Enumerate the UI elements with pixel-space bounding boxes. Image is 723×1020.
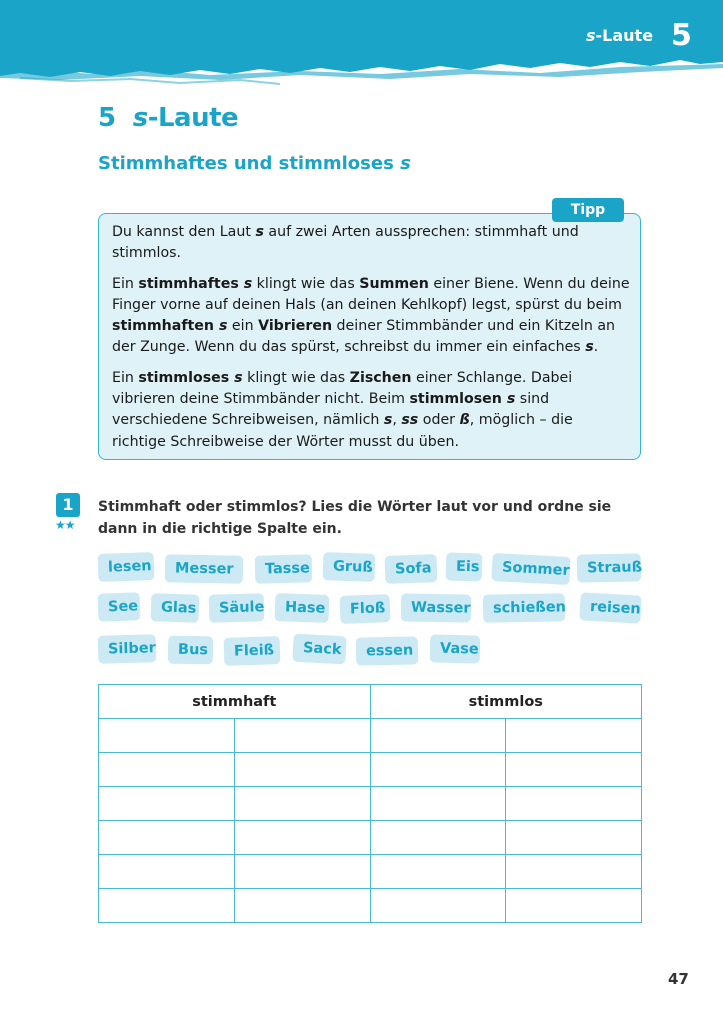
table-row <box>99 753 642 787</box>
section-title: Stimmhaftes und stimmloses s <box>98 153 411 174</box>
tipp-label: Tipp <box>552 198 624 222</box>
running-head: s-Laute <box>586 26 654 45</box>
answer-cell[interactable] <box>99 821 235 855</box>
word-card[interactable]: Wasser <box>401 593 471 622</box>
answer-cell[interactable] <box>506 787 642 821</box>
table-row <box>99 889 642 923</box>
word-card[interactable]: Fleiß <box>224 636 281 666</box>
table-row <box>99 787 642 821</box>
answer-cell[interactable] <box>370 821 506 855</box>
word-card[interactable]: Sack <box>292 634 346 665</box>
tipp-text <box>112 222 630 462</box>
table-row <box>99 855 642 889</box>
table-row <box>99 821 642 855</box>
answer-cell[interactable] <box>370 753 506 787</box>
answer-cell[interactable] <box>506 821 642 855</box>
answer-cell[interactable] <box>99 855 235 889</box>
word-card[interactable]: Sofa <box>385 554 438 584</box>
table-row <box>99 719 642 753</box>
answer-cell[interactable] <box>234 787 370 821</box>
answer-cell[interactable] <box>506 889 642 923</box>
column-header-stimmhaft: stimmhaft <box>99 685 371 719</box>
answer-cell[interactable] <box>234 821 370 855</box>
answer-cell[interactable] <box>234 753 370 787</box>
answer-cell[interactable] <box>99 719 235 753</box>
difficulty-stars-icon: ★★ <box>55 518 75 532</box>
answer-cell[interactable] <box>99 787 235 821</box>
word-card[interactable]: Gruß <box>323 552 376 582</box>
header-banner <box>0 0 723 95</box>
chapter-title: 5 s-Laute <box>98 103 239 133</box>
word-card[interactable]: Messer <box>165 554 243 583</box>
word-card[interactable]: Silber <box>98 634 157 664</box>
column-header-stimmlos: stimmlos <box>370 685 642 719</box>
word-card[interactable]: schießen <box>483 593 565 622</box>
answer-cell[interactable] <box>234 889 370 923</box>
answer-cell[interactable] <box>370 889 506 923</box>
answer-cell[interactable] <box>234 855 370 889</box>
page-number: 47 <box>668 970 689 988</box>
answer-cell[interactable] <box>370 855 506 889</box>
word-card[interactable]: Sommer <box>491 553 570 585</box>
word-card[interactable]: See <box>98 592 141 621</box>
word-card[interactable]: Hase <box>275 593 330 623</box>
word-card[interactable]: Tasse <box>255 554 313 583</box>
sorting-table <box>98 684 642 923</box>
answer-cell[interactable] <box>99 753 235 787</box>
word-card[interactable]: Glas <box>151 593 200 623</box>
task-number: 1 <box>56 493 80 517</box>
word-card[interactable]: Säule <box>209 593 265 622</box>
answer-cell[interactable] <box>370 787 506 821</box>
chapter-number-badge: 5 <box>671 18 692 53</box>
tipp-paragraph-2: Ein stimmhaftes s klingt wie das Summen einer Biene. Wenn du deine Finger vorne auf deinen Hals (an deinen Kehlkopf) legst, spürst du beim stimmhaften s ein Vibrieren deiner Stimmbänder und ein Kitzeln an der Zunge. Wenn du das spürst, schreibst du immer ein einfaches s. <box>112 275 630 356</box>
answer-cell[interactable] <box>234 719 370 753</box>
word-card[interactable]: Eis <box>446 553 483 582</box>
answer-cell[interactable] <box>506 753 642 787</box>
answer-cell[interactable] <box>506 855 642 889</box>
word-card[interactable]: Bus <box>168 636 213 665</box>
word-card[interactable]: lesen <box>98 552 155 582</box>
word-card[interactable]: Floß <box>340 594 391 624</box>
answer-cell[interactable] <box>370 719 506 753</box>
tipp-paragraph-3: Ein stimmloses s klingt wie das Zischen einer Schlange. Dabei vibrieren deine Stimmbänder nicht. Beim stimmlosen s sind verschiedene Schreibweisen, nämlich s, ss oder ß, möglich – die richtige Schreibweise der Wörter musst du üben. <box>112 369 573 450</box>
word-card[interactable]: Vase <box>430 634 481 663</box>
word-card[interactable]: Strauß <box>577 553 641 582</box>
word-card[interactable]: reisen <box>579 592 641 623</box>
answer-cell[interactable] <box>506 719 642 753</box>
word-card[interactable]: essen <box>356 636 418 665</box>
task-instruction: Stimmhaft oder stimmlos? Lies die Wörter laut vor und ordne sie dann in die richtige Spalte ein. <box>98 499 612 537</box>
answer-cell[interactable] <box>99 889 235 923</box>
tipp-paragraph-1: Du kannst den Laut s auf zwei Arten aussprechen: stimmhaft und stimmlos. <box>112 224 579 262</box>
